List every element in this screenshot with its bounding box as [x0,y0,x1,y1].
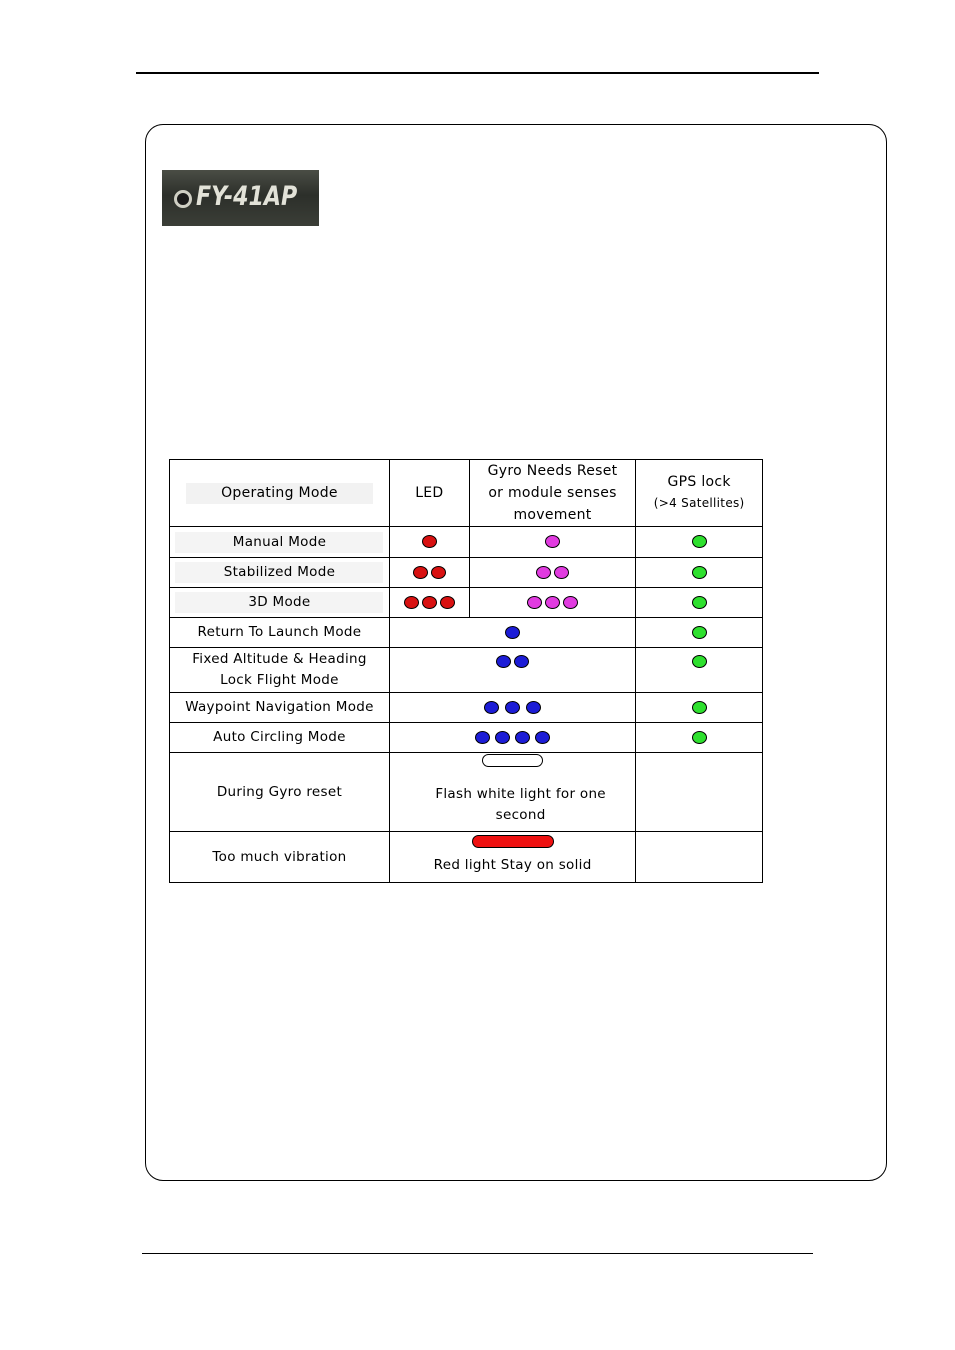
led-red-dots [404,596,455,609]
magenta-led-dot-icon [545,596,560,609]
magenta-led-dot-icon [563,596,578,609]
gyro-magenta-dots [536,566,569,579]
blue-led-dot-icon [495,731,510,744]
fy41ap-logo [162,170,319,226]
green-led-dot-icon [692,535,707,548]
table-row [170,558,763,588]
blue-led-dot-icon [475,731,490,744]
red-led-dot-icon [422,535,437,548]
table-row [170,723,763,753]
header-led: LED [389,460,469,527]
table-header-row [170,460,763,527]
led-red-dots [422,535,437,548]
green-led-dot-icon [692,626,707,639]
gps-green-dots [692,566,707,579]
gyro-magenta-dots [545,535,560,548]
mode-label: During Gyro reset [170,753,390,832]
red-led-dot-icon [431,566,446,579]
led-blue-dots [484,701,541,714]
mode-label: Too much vibration [170,832,390,883]
gps-green-dots [692,626,707,639]
blue-led-dot-icon [505,626,520,639]
mode-label: Fixed Altitude & Heading Lock Flight Mode [170,648,390,693]
header-gyro: Gyro Needs Reset or module senses movement [469,460,636,527]
mode-label: Waypoint Navigation Mode [170,693,390,723]
green-led-dot-icon [692,731,707,744]
red-led-dot-icon [440,596,455,609]
gps-green-dots [692,596,707,609]
led-status-table [169,459,763,883]
blue-led-dot-icon [514,655,529,668]
header-operating-mode: Operating Mode [170,460,390,527]
led-blue-dots [496,655,529,668]
mode-label: 3D Mode [175,592,383,613]
green-led-dot-icon [692,596,707,609]
blue-led-dot-icon [496,655,511,668]
green-led-dot-icon [692,566,707,579]
red-led-dot-icon [422,596,437,609]
blue-led-dot-icon [535,731,550,744]
table-row [170,693,763,723]
led-red-dots [413,566,446,579]
led-blue-dots [475,731,550,744]
gps-green-dots [692,731,707,744]
blue-led-dot-icon [515,731,530,744]
logo-hole-icon [174,190,192,208]
gps-green-dots [692,655,707,668]
blue-led-dot-icon [526,701,541,714]
header-rule [136,72,819,74]
table-row [170,588,763,618]
gps-green-dots [692,535,707,548]
green-led-dot-icon [692,655,707,668]
mode-label: Auto Circling Mode [170,723,390,753]
blue-led-dot-icon [505,701,520,714]
header-gps: GPS lock (>4 Satellites) [636,460,763,527]
table-row [170,648,763,693]
table-row [170,527,763,558]
table-row [170,832,763,883]
magenta-led-dot-icon [527,596,542,609]
blue-led-dot-icon [484,701,499,714]
table-row [170,753,763,832]
mode-label: Manual Mode [175,532,383,553]
logo-text: FY-41AP [196,181,298,212]
table-row [170,618,763,648]
footer-rule [142,1253,813,1254]
mode-label: Stabilized Mode [175,562,383,583]
gps-green-dots [692,701,707,714]
magenta-led-dot-icon [554,566,569,579]
mode-label: Return To Launch Mode [170,618,390,648]
green-led-dot-icon [692,701,707,714]
led-blue-dots [505,626,520,639]
gyro-reset-note: Flash white light for one second [435,785,606,823]
red-led-dot-icon [413,566,428,579]
gyro-magenta-dots [527,596,578,609]
red-led-dot-icon [404,596,419,609]
red-light-bar-icon [472,835,554,848]
vibration-note: Red light Stay on solid [433,857,592,873]
white-light-bar-icon [482,754,543,767]
magenta-led-dot-icon [536,566,551,579]
magenta-led-dot-icon [545,535,560,548]
